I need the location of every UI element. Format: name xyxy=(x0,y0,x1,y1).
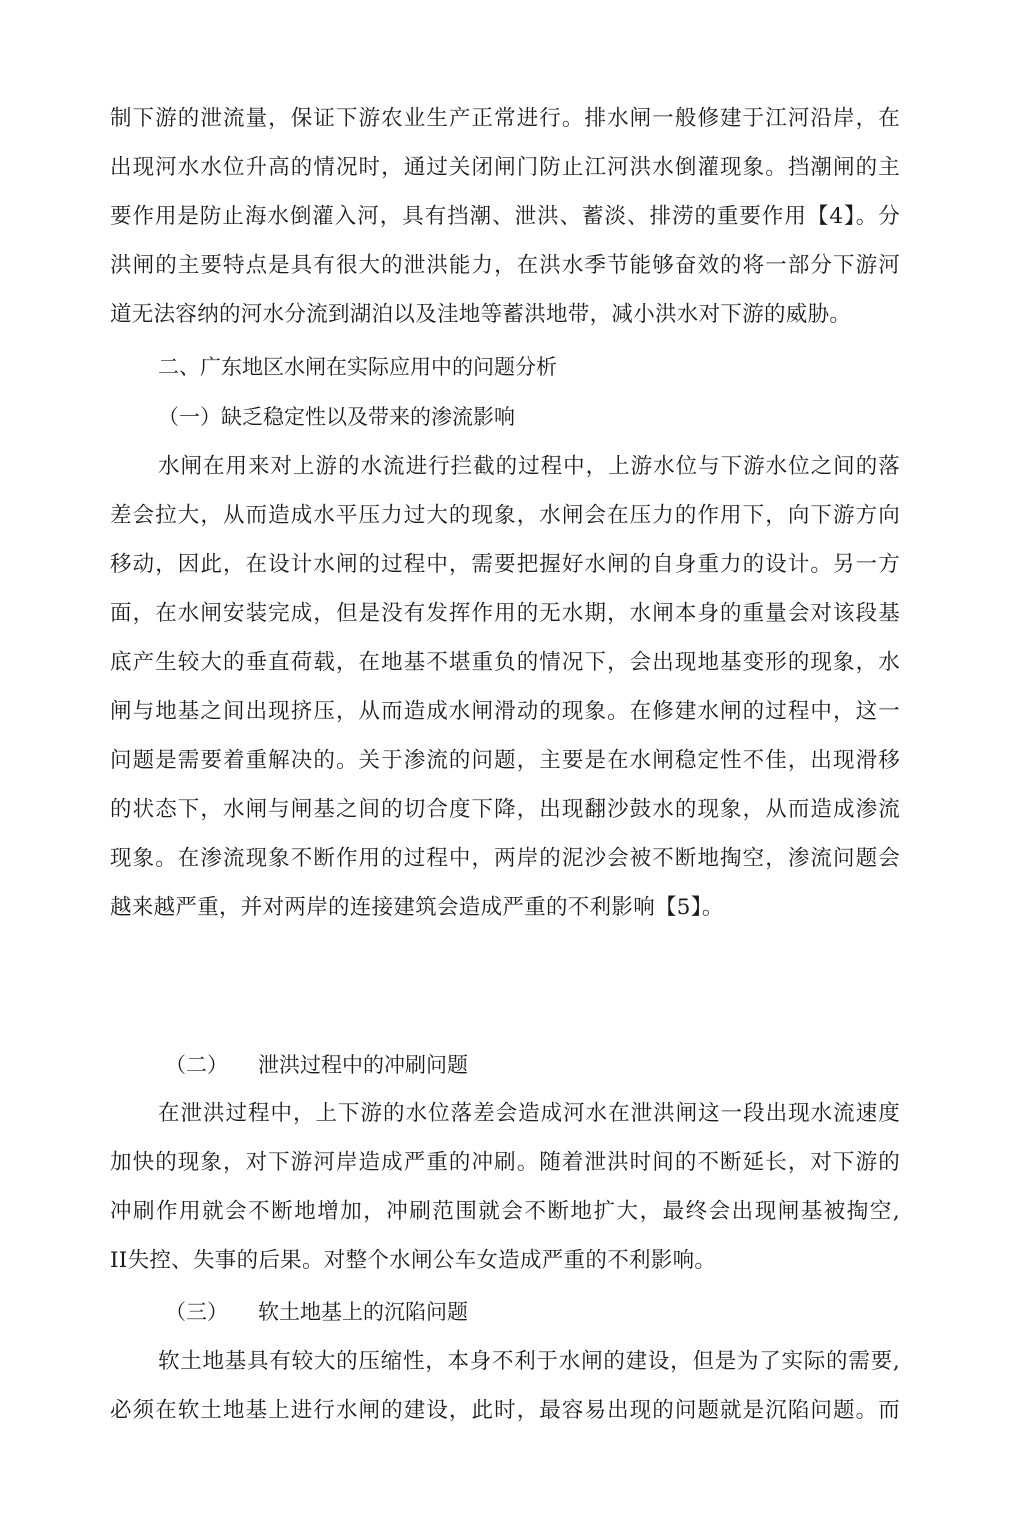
text-line: 洪闸的主要特点是具有很大的泄洪能力，在洪水季节能够奋效的将一部分下游河 xyxy=(110,253,900,278)
text-line: 制下游的泄流量，保证下游农业生产正常进行。排水闸一般修建于江河沿岸，在 xyxy=(110,106,900,131)
subheading-1: （一）缺乏稳定性以及带来的渗流影响 xyxy=(158,405,515,429)
text-line: 的状态下，水闸与闸基之间的切合度下降，出现翻沙鼓水的现象，从而造成渗流 xyxy=(110,797,900,822)
text-line: 冲刷作用就会不断地增加，冲刷范围就会不断地扩大，最终会出现闸基被掏空, xyxy=(110,1199,900,1224)
subheading-title: 泄洪过程中的冲刷问题 xyxy=(258,1053,468,1077)
subheading-number: （二） xyxy=(165,1053,228,1077)
text-line: 移动，因此，在设计水闸的过程中，需要把握好水闸的自身重力的设计。另一方 xyxy=(110,552,900,577)
text-line: 面，在水闸安装完成，但是没有发挥作用的无水期，水闸本身的重量会对该段基 xyxy=(110,601,900,626)
text-line: 出现河水水位升高的情况时，通过关闭闸门防止江河洪水倒灌现象。挡潮闸的主 xyxy=(110,155,900,180)
text-line: 越来越严重，并对两岸的连接建筑会造成严重的不利影响【5】。 xyxy=(110,895,724,920)
section-heading: 二、广东地区水闸在实际应用中的问题分析 xyxy=(158,355,557,379)
text-line: 差会拉大，从而造成水平压力过大的现象，水闸会在压力的作用下，向下游方向 xyxy=(110,503,900,528)
text-line: 水闸在用来对上游的水流进行拦截的过程中，上游水位与下游水位之间的落 xyxy=(158,454,900,479)
text-line: II失控、失事的后果。对整个水闸公车女造成严重的不利影响。 xyxy=(110,1248,717,1273)
text-line: 在泄洪过程中，上下游的水位落差会造成河水在泄洪闸这一段出现水流速度 xyxy=(158,1101,900,1126)
subheading-number: （三） xyxy=(165,1300,228,1324)
text-line: 问题是需要着重解决的。关于渗流的问题，主要是在水闸稳定性不佳，出现滑移 xyxy=(110,748,900,773)
subheading-title: 软土地基上的沉陷问题 xyxy=(258,1300,468,1324)
text-line: 底产生较大的垂直荷载，在地基不堪重负的情况下，会出现地基变形的现象，水 xyxy=(110,650,900,675)
text-line: 闸与地基之间出现挤压，从而造成水闸滑动的现象。在修建水闸的过程中，这一 xyxy=(110,699,900,724)
text-line: 必须在软土地基上进行水闸的建设，此时，最容易出现的问题就是沉陷问题。而 xyxy=(110,1398,900,1423)
text-line: 要作用是防止海水倒灌入河，具有挡潮、泄洪、蓄淡、排涝的重要作用【4】。分 xyxy=(110,204,900,229)
text-line: 加快的现象，对下游河岸造成严重的冲刷。随着泄洪时间的不断延长，对下游的 xyxy=(110,1150,900,1175)
text-line: 道无法容纳的河水分流到湖泊以及洼地等蓄洪地带，减小洪水对下游的威胁。 xyxy=(110,302,852,327)
text-line: 现象。在渗流现象不断作用的过程中，两岸的泥沙会被不断地掏空，渗流问题会 xyxy=(110,846,900,871)
text-line: 软土地基具有较大的压缩性，本身不利于水闸的建设，但是为了实际的需要, xyxy=(158,1349,900,1374)
